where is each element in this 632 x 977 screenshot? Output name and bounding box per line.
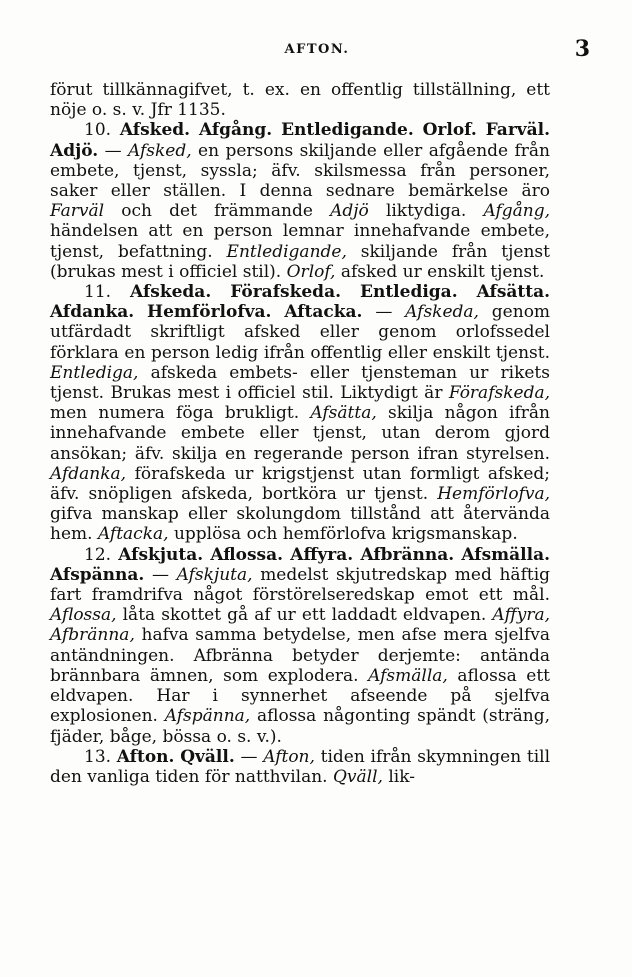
entry-number: 12.	[84, 544, 112, 565]
continuation-text: förut tillkännagifvet, t. ex. en offentlig tillställning, ett nöje o. s. v. Jfr 1135.	[50, 80, 550, 121]
headword: Orlof.	[422, 120, 477, 141]
headword: Afsätta.	[476, 282, 551, 303]
term: Aflossa,	[50, 605, 117, 626]
definition-text: hafva samma betydelse, men afse mera sjelfva antändningen. Afbränna betyder derjemte: antända brännbara ämnen, som explodera.	[50, 625, 550, 686]
headword: Afskjuta.	[118, 544, 204, 565]
paragraph-continuation	[50, 80, 550, 120]
definition-text: aflossa ett eldvapen. Har i synnerhet afseende på sjelfva explosionen.	[50, 665, 551, 727]
headword: Afskeda.	[130, 282, 212, 303]
definition-text: låta skottet gå af ur ett laddadt eldvapen.	[116, 605, 493, 626]
headword: Afsmälla.	[461, 544, 551, 565]
dash-text: —	[152, 564, 177, 585]
term: Afskeda,	[405, 302, 479, 323]
entry-11	[50, 282, 550, 545]
term: Hemförlofva,	[437, 484, 550, 505]
definition-text: gifva manskap eller skolungdom tillstånd att återvända hem.	[50, 504, 550, 545]
headword: Hemförlofva.	[147, 302, 272, 323]
definition-text: en persons skiljande eller afgående från embete, tjenst, syssla; äfv. skilsmessa från personer, saker eller ställen. I denna sednare bemärkelse äro	[50, 140, 550, 202]
headword: Förafskeda.	[230, 282, 341, 303]
headword: Afton.	[116, 746, 175, 767]
page-number: 3	[574, 36, 590, 62]
term: Afgång,	[483, 201, 550, 222]
headword: Affyra.	[290, 544, 354, 565]
running-head: AFTON.	[284, 42, 350, 57]
definition-text: medelst skjutredskap med häftig fart framdrifva något förstörelseredskap emot ett mål.	[50, 564, 551, 606]
headword: Farväl.	[485, 120, 551, 141]
dash-text: —	[104, 140, 128, 161]
definition-text: afskeda embets- eller tjensteman ur rikets tjenst. Brukas mest i officiel stil. Liktydigt är	[50, 362, 550, 404]
definition-text: men numera föga brukligt.	[50, 403, 311, 424]
headword: Entlediga.	[360, 282, 458, 303]
definition-text: upplösa och hemförlofva krigsmanskap.	[168, 524, 518, 545]
headword: Afsked.	[119, 120, 191, 141]
headword: Afdanka.	[50, 302, 135, 323]
page-header	[44, 36, 590, 66]
definition-text: skiljande från tjenst (brukas mest i officiel stil).	[50, 241, 550, 282]
term: Entledigande,	[226, 241, 347, 262]
entry-12	[50, 545, 550, 747]
definition-text: afsked ur enskilt tjenst.	[335, 261, 545, 282]
term: Qväll,	[332, 766, 383, 787]
term: Aftacka,	[97, 524, 169, 545]
term: Orlof,	[286, 261, 336, 282]
headword: Afgång.	[198, 120, 273, 141]
definition-text: lik-	[382, 766, 415, 787]
entry-13	[50, 747, 550, 787]
term: Afsmälla,	[368, 665, 448, 686]
headword: Entledigande.	[281, 120, 414, 141]
entry-number: 13.	[84, 746, 112, 767]
term: Afskjuta,	[176, 564, 253, 585]
entry-number: 10.	[84, 120, 112, 141]
definition-text: aflossa någonting spändt (sträng, fjäder, båge, bössa o. s. v.).	[50, 706, 550, 747]
term: Affyra, Afbränna,	[50, 605, 550, 646]
dash-text: —	[375, 302, 406, 323]
body-text	[50, 80, 550, 787]
definition-text: och det främmande	[104, 201, 331, 222]
definition-text: genom utfärdadt skriftligt afsked eller genom orlofssedel förklara en person ledig ifrån offentlig eller enskilt tjenst.	[50, 302, 551, 363]
term: Afspänna,	[164, 706, 251, 727]
headword: Qväll.	[180, 746, 235, 767]
term: Farväl	[50, 201, 105, 222]
dash-text: —	[240, 746, 264, 767]
term: Entlediga,	[50, 362, 139, 383]
definition-text: skilja någon ifrån innehafvande embete eller tjenst, utan derom gjord ansökan; äfv. skilja en regerande person ifran styrelsen.	[50, 403, 550, 464]
term: Adjö	[330, 201, 369, 222]
entry-10	[50, 120, 550, 282]
headword: Afbränna.	[360, 544, 455, 565]
term: Afsked,	[128, 140, 192, 161]
definition-text: händelsen att en person lemnar innehafvande embete, tjenst, befattning.	[50, 221, 550, 262]
term: Förafskeda,	[448, 383, 550, 404]
term: Afdanka,	[50, 463, 127, 484]
entry-number: 11.	[84, 282, 112, 303]
headword: Adjö.	[50, 140, 99, 161]
headword: Aftacka.	[284, 302, 363, 323]
definition-text: förafskeda ur krigstjenst utan formligt afsked; äfv. snöpligen afskeda, bortköra ur tjenst.	[50, 463, 550, 505]
headword: Afspänna.	[50, 564, 145, 585]
definition-text: tiden ifrån skymningen till den vanliga tiden för natthvilan.	[50, 746, 551, 787]
definition-text: liktydiga.	[368, 201, 484, 222]
term: Afton,	[263, 746, 315, 767]
headword: Aflossa.	[210, 544, 284, 565]
term: Afsätta,	[310, 403, 377, 424]
